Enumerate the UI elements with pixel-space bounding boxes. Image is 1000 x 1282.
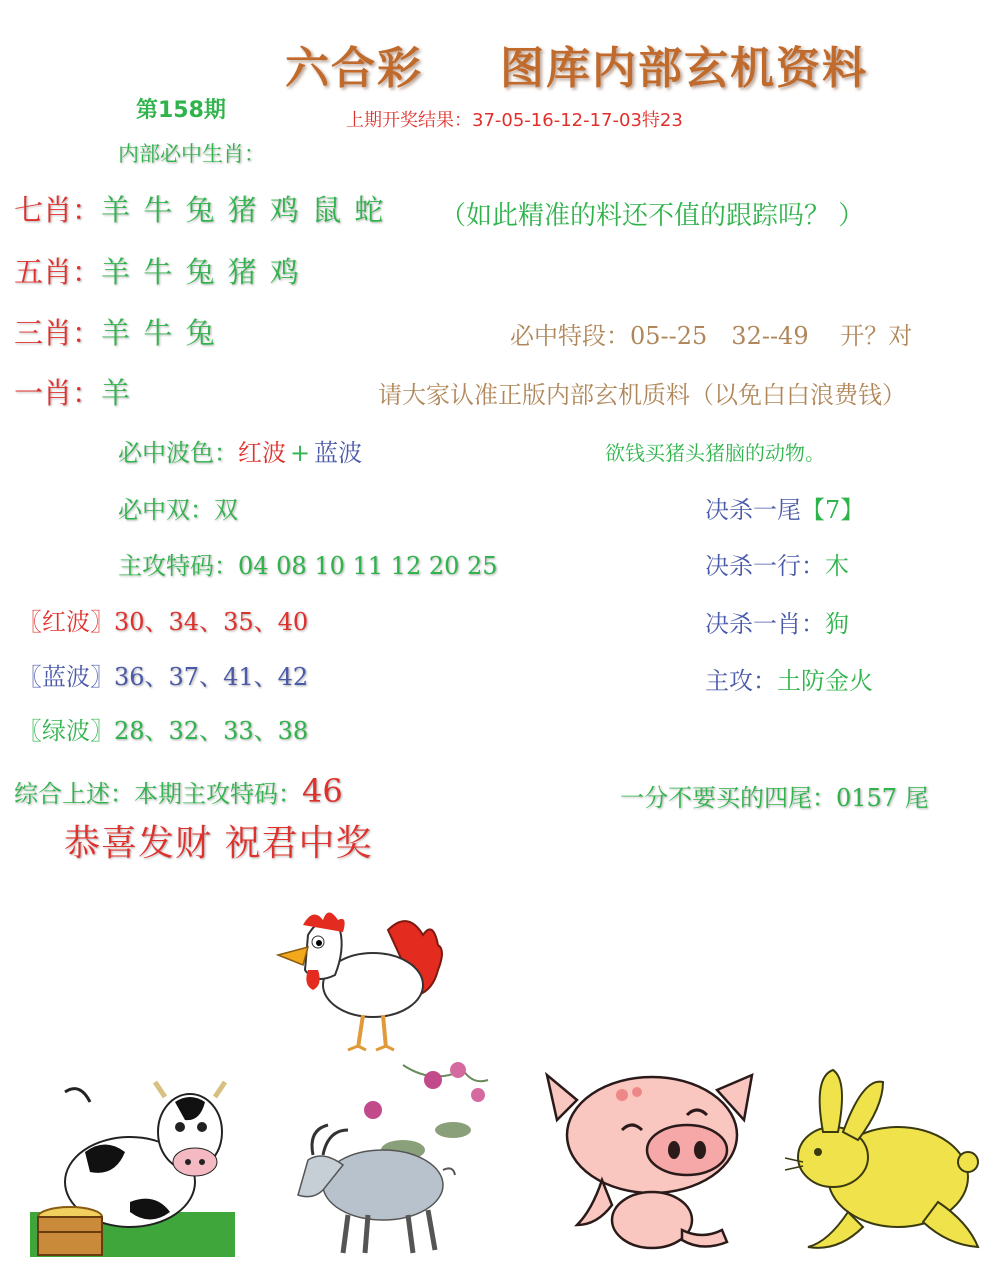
row-five	[14, 250, 301, 291]
row-one-label: 一肖：	[14, 376, 102, 410]
rooster-image	[268, 900, 446, 1058]
kill-tail	[705, 490, 864, 525]
rabbit-icon	[778, 1062, 993, 1257]
title-right: 图库内部玄机资料	[500, 43, 868, 94]
cow-icon	[30, 1062, 235, 1257]
kill-zodiac-value: 狗	[825, 610, 849, 638]
title-left: 六合彩	[285, 43, 423, 94]
row-three-note: 必中特段：05--25 32--49 开？对	[510, 322, 913, 350]
last-result: 上期开奖结果：37-05-16-12-17-03特23	[346, 110, 683, 131]
no-buy-tails: 一分不要买的四尾：0157 尾	[620, 784, 929, 812]
kill-tail-value: 【7】	[801, 496, 865, 524]
wave-red: 红波	[238, 439, 286, 467]
goat-icon	[253, 1055, 498, 1260]
summary-value: 46	[302, 772, 343, 810]
summary	[14, 772, 343, 810]
pig-icon	[527, 1060, 772, 1260]
red-wave-nums: 30、34、35、40	[114, 608, 309, 636]
green-wave-label: 〖绿波〗	[18, 717, 114, 745]
row-one-note: 请大家认准正版内部玄机质料（以免白白浪费钱）	[378, 381, 906, 409]
kill-zodiac	[705, 604, 849, 639]
blue-wave-row	[18, 657, 308, 692]
main-attack	[705, 661, 873, 696]
kill-row-label: 决杀一行：	[705, 552, 825, 580]
inner-zodiac-label: 内部必中生肖：	[118, 142, 265, 166]
red-wave-label: 〖红波〗	[18, 608, 114, 636]
kill-zodiac-label: 决杀一肖：	[705, 610, 825, 638]
row-five-value: 羊 牛 兔 猪 鸡	[101, 255, 301, 289]
wave-blue: 蓝波	[314, 439, 363, 467]
main-attack-value: 土防金火	[777, 667, 873, 695]
row-one	[14, 371, 130, 412]
red-wave-row	[18, 602, 308, 637]
summary-label2: 本期主攻特码：	[134, 780, 302, 808]
row-seven-value: 羊 牛 兔 猪 鸡 鼠 蛇	[101, 193, 386, 227]
riddle: 欲钱买猪头猪脑的动物。	[605, 441, 825, 465]
wave-color	[118, 433, 362, 468]
row-seven-label: 七肖：	[14, 193, 102, 227]
kill-tail-label: 决杀一尾	[705, 496, 801, 524]
row-three	[14, 311, 216, 352]
rooster-icon	[268, 900, 446, 1058]
kill-row-value: 木	[825, 552, 849, 580]
row-seven-note: （如此精准的料还不值的跟踪吗？ ）	[440, 201, 865, 231]
main-attack-label: 主攻：	[705, 667, 777, 695]
row-three-label: 三肖：	[14, 316, 102, 350]
green-wave-nums: 28、32、33、38	[114, 717, 309, 745]
kill-row	[705, 546, 849, 581]
goat-image	[253, 1055, 498, 1260]
pig-image	[527, 1060, 772, 1260]
issue-number: 第158期	[136, 98, 226, 123]
blue-wave-nums: 36、37、41、42	[114, 663, 309, 691]
blessing: 恭喜发财 祝君中奖	[64, 823, 373, 864]
main-codes: 主攻特码：04 08 10 11 12 20 25	[118, 552, 498, 580]
rabbit-image	[778, 1062, 993, 1257]
green-wave-row	[18, 711, 308, 746]
cow-image	[30, 1062, 235, 1257]
row-one-value: 羊	[101, 376, 131, 410]
wave-label: 必中波色：	[118, 439, 238, 467]
row-five-label: 五肖：	[14, 255, 102, 289]
must-double: 必中双：双	[118, 496, 238, 524]
blue-wave-label: 〖蓝波〗	[18, 663, 114, 691]
row-three-value: 羊 牛 兔	[101, 316, 217, 350]
summary-label: 综合上述：	[14, 780, 134, 808]
row-seven	[14, 188, 385, 229]
wave-plus: +	[290, 439, 311, 467]
